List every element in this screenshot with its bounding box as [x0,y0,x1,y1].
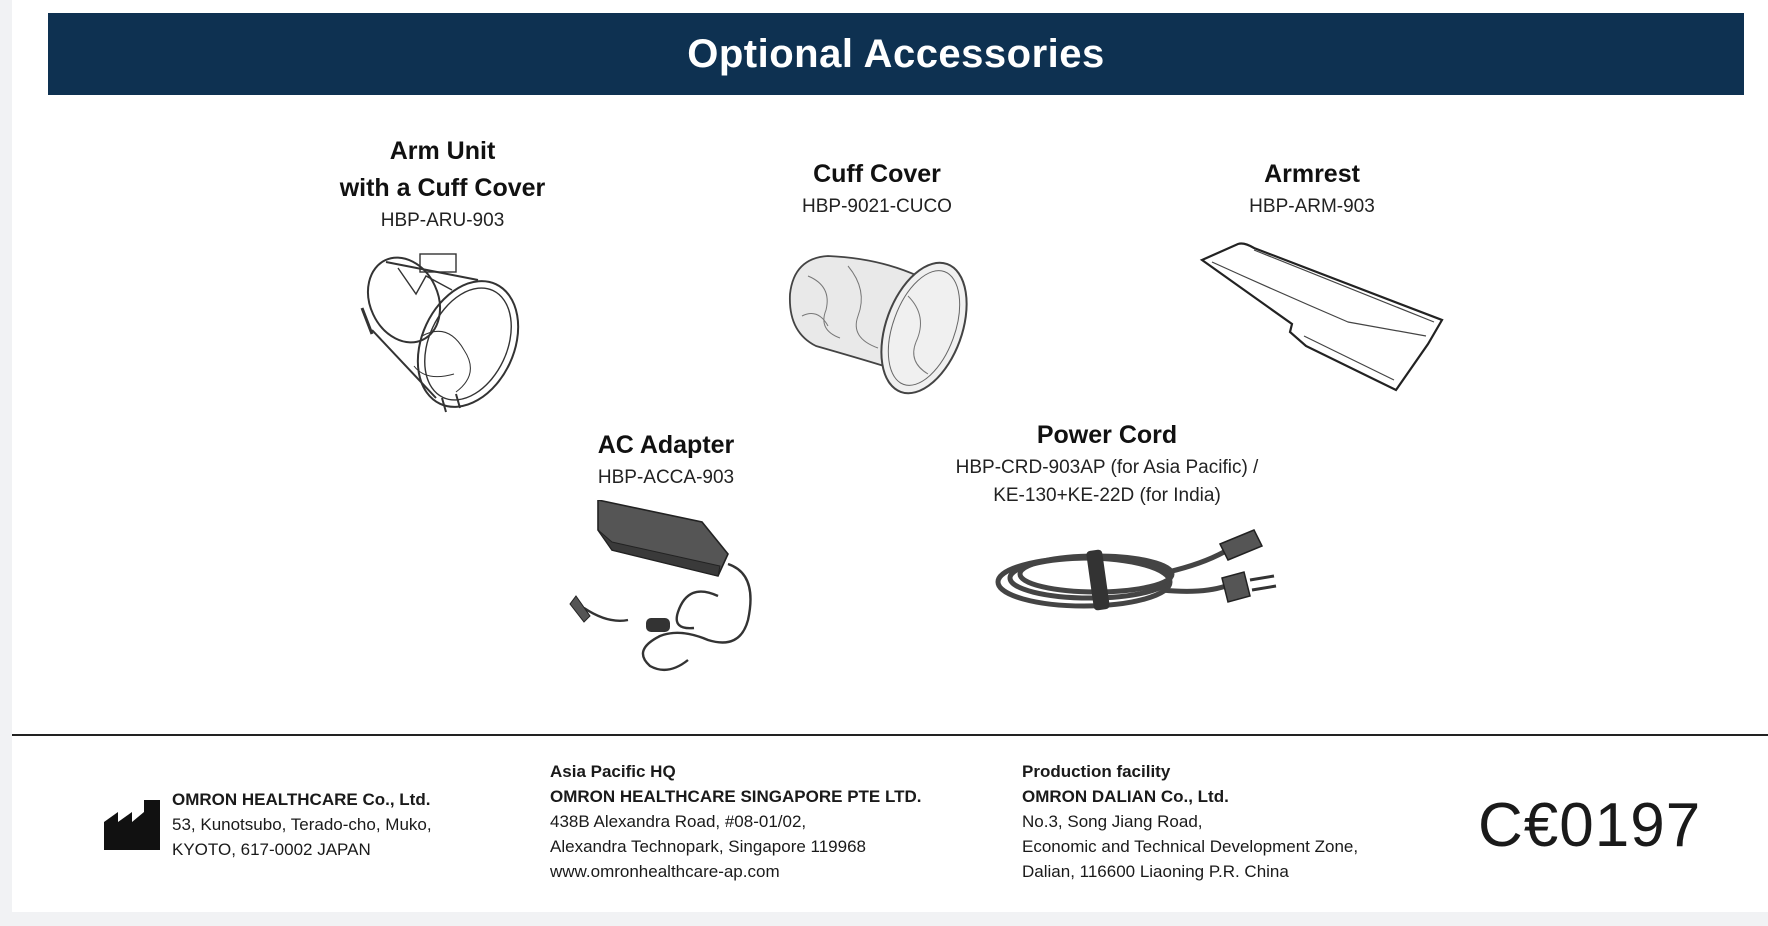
accessory-code: HBP-ACCA-903 [597,467,735,488]
production-heading: Production facility [1022,762,1171,781]
production-address-line3: Dalian, 116600 Liaoning P.R. China [1022,862,1289,881]
asia-pacific-block [550,759,922,884]
accessory-code: HBP-9021-CUCO [802,196,952,217]
accessory-code: HBP-ARU-903 [380,210,505,231]
accessory-name: AC Adapter [597,431,735,459]
manufacturer-address-line1: 53, Kunotsubo, Terado-cho, Muko, [172,815,432,834]
ce-mark: C€0197 [1478,791,1702,860]
asia-pacific-address-line1: 438B Alexandra Road, #08-01/02, [550,812,807,831]
asia-pacific-company: OMRON HEALTHCARE SINGAPORE PTE LTD. [550,787,922,806]
accessory-name: Armrest [1264,160,1360,188]
factory-icon [104,800,160,850]
armrest-illustration [1198,240,1448,396]
page-title: Optional Accessories [687,31,1105,76]
accessory-code: HBP-ARM-903 [1249,196,1375,217]
ac-adapter-illustration [568,500,764,676]
production-company: OMRON DALIAN Co., Ltd. [1022,787,1229,806]
manufacturer-company: OMRON HEALTHCARE Co., Ltd. [172,790,431,809]
asia-pacific-website: www.omronhealthcare-ap.com [550,862,780,881]
accessory-ac-adapter [520,427,812,492]
arm-unit-illustration [356,242,536,414]
accessory-name: Cuff Cover [813,160,941,188]
accessory-code: HBP-CRD-903AP (for Asia Pacific) / [955,457,1259,478]
accessory-arm-unit [270,133,615,235]
accessory-name: Power Cord [1036,421,1178,449]
production-block [1022,759,1358,884]
power-cord-illustration [992,524,1282,618]
asia-pacific-address-line2: Alexandra Technopark, Singapore 119968 [550,837,866,856]
accessory-cuff-cover [702,156,1052,221]
asia-pacific-heading: Asia Pacific HQ [550,762,676,781]
manufacturer-block [172,787,432,862]
production-address-line2: Economic and Technical Development Zone, [1022,837,1359,856]
footer-divider [12,734,1768,736]
manufacturer-address-line2: KYOTO, 617-0002 JAPAN [172,840,371,859]
production-address-line1: No.3, Song Jiang Road, [1022,812,1203,831]
document-page [12,0,1768,912]
accessory-name: Arm Unit [389,137,496,165]
cuff-cover-illustration [788,246,974,402]
accessory-armrest [1142,156,1482,221]
accessory-name-line2: with a Cuff Cover [339,174,546,202]
accessory-code-line2: KE-130+KE-22D (for India) [993,485,1221,506]
page-title-banner [48,13,1744,95]
accessory-power-cord [942,417,1272,510]
